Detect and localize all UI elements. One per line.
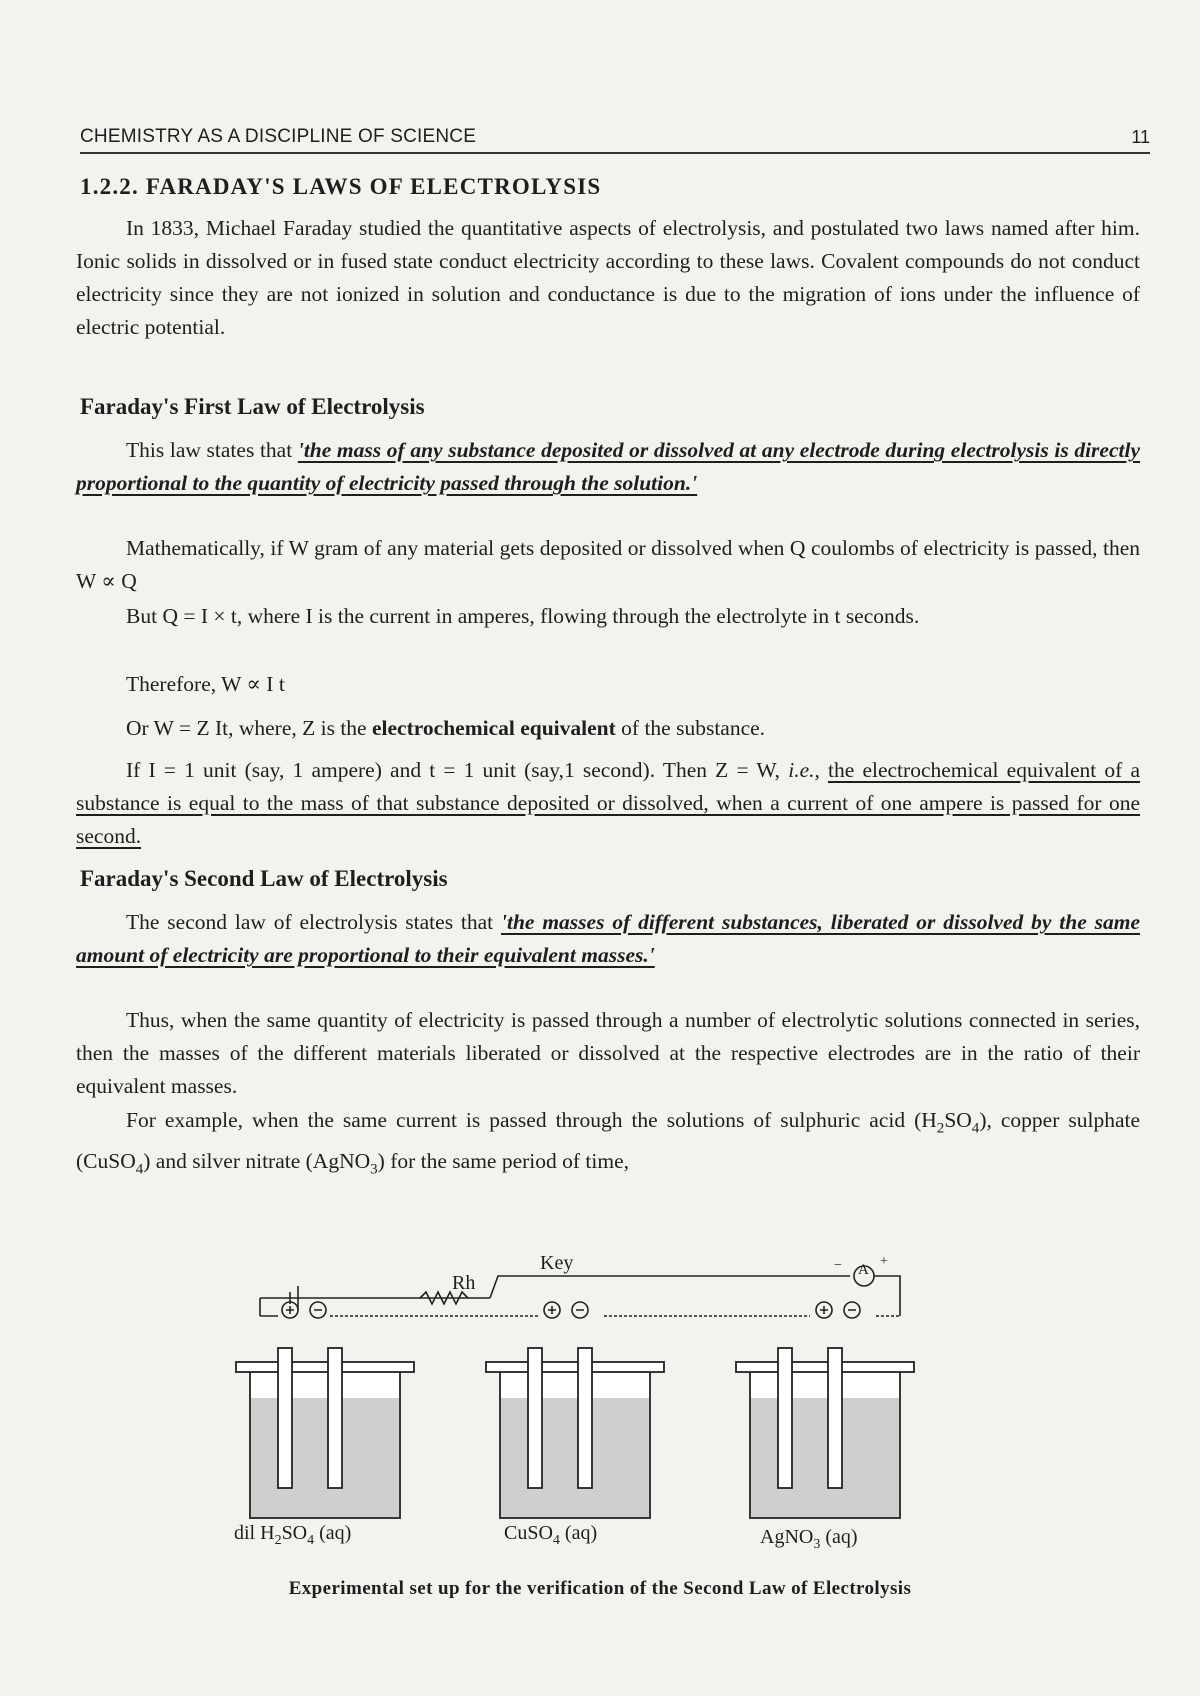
example-paragraph [76, 1104, 1140, 1187]
circuit-svg [230, 1258, 970, 1548]
ece-term: electrochemical equivalent [371, 716, 616, 740]
math-paragraph-4 [76, 712, 1140, 745]
key-label: Key [540, 1252, 574, 1274]
first-law-lead: This law states that [126, 438, 293, 462]
example-text-c: ), copper sulphate (CuSO [76, 1108, 1140, 1174]
rheostat-label: Rh [452, 1272, 476, 1294]
unit-text-a: If I = 1 unit (say, 1 ampere) and t = 1 unit (say,1 second). Then Z = W, [126, 758, 781, 782]
math-text-3: Therefore, W ∝ I t [126, 672, 285, 696]
intro-text: In 1833, Michael Faraday studied the quantitative aspects of electrolysis, and postulated two laws named after him. Ionic solids in dissolved or in fused state conduct electricity according to these laws. Covalent compounds do not conduct electricity since they are not ionized in solution and conductance is due to the migration of ions under the influence of electric potential. [76, 216, 1140, 339]
cell-3-label: AgNO$_3$ (aq) [760, 1526, 858, 1552]
math-paragraph-3 [76, 668, 1140, 701]
math-text-2: But Q = I × t, where I is the current in amperes, flowing through the electrolyte in t seconds. [126, 604, 920, 628]
cell-1-label: dil $H_2SO_4$ (aq) [234, 1522, 352, 1548]
cell-1 [236, 1348, 414, 1518]
second-law-statement: 'the masses of different substances, liberated or dissolved by the same amount of electricity are proportional to their equivalent masses.' [76, 910, 1140, 967]
ammeter-label: A [858, 1262, 869, 1278]
example-text-b: SO [944, 1108, 972, 1132]
math-text-1: Mathematically, if W gram of any material gets deposited or dissolved when Q coulombs of electricity is passed, then W ∝ Q [76, 536, 1140, 593]
cell-2 [486, 1348, 664, 1518]
ammeter-plus: + [880, 1254, 888, 1269]
thus-text: Thus, when the same quantity of electricity is passed through a number of electrolytic solutions connected in series, then the masses of the different materials liberated or dissolved at the respective electrodes are in the ratio of their equivalent masses. [76, 1008, 1140, 1098]
math-text-4-post: of the substance. [621, 716, 766, 740]
key-icon [490, 1276, 570, 1298]
subscript: 2 [936, 1120, 945, 1137]
math-paragraph-1 [76, 532, 1140, 598]
second-law-heading: Faraday's Second Law of Electrolysis [80, 866, 448, 891]
second-law-paragraph [76, 906, 1140, 972]
math-paragraph-2 [76, 600, 1140, 633]
page-number: 11 [1131, 127, 1150, 147]
second-law-lead: The second law of electrolysis states that [126, 910, 494, 934]
ammeter-minus: − [834, 1258, 842, 1273]
thus-paragraph [76, 1004, 1140, 1103]
example-text-a: For example, when the same current is passed through the solutions of sulphuric acid (H [126, 1108, 937, 1132]
first-law-paragraph [76, 434, 1140, 500]
subscript: 4 [971, 1120, 980, 1137]
electrolysis-diagram [230, 1252, 970, 1552]
first-law-statement: 'the mass of any substance deposited or dissolved at any electrode during electrolysis is directly proportional to the quantity of electricity passed through the solution.' [76, 438, 1140, 495]
subscript: 4 [135, 1161, 144, 1178]
page-header [80, 118, 1150, 154]
figure-caption: Experimental set up for the verification of the Second Law of Electrolysis [288, 1578, 912, 1599]
math-text-4-pre: Or W = Z It, where, Z is the [126, 716, 367, 740]
ie-text: i.e., [788, 758, 820, 782]
example-text-e: ) for the same period of time, [377, 1149, 630, 1174]
running-head: CHEMISTRY AS A DISCIPLINE OF SCIENCE [80, 126, 477, 147]
unit-paragraph [76, 754, 1140, 853]
section-heading: 1.2.2. FARADAY'S LAWS OF ELECTROLYSIS [80, 174, 602, 199]
intro-paragraph [76, 212, 1140, 344]
cell-2-label: CuSO$_4$ (aq) [504, 1522, 598, 1548]
cell-3 [736, 1348, 914, 1518]
first-law-heading: Faraday's First Law of Electrolysis [80, 394, 425, 419]
unit-text-b: the electrochemical equivalent of a substance is equal to the mass of that substance deposited or dissolved, when a current of one ampere is passed for one second. [76, 758, 1140, 848]
example-text-d: ) and silver nitrate (AgNO [143, 1149, 371, 1174]
subscript: 3 [370, 1161, 378, 1178]
